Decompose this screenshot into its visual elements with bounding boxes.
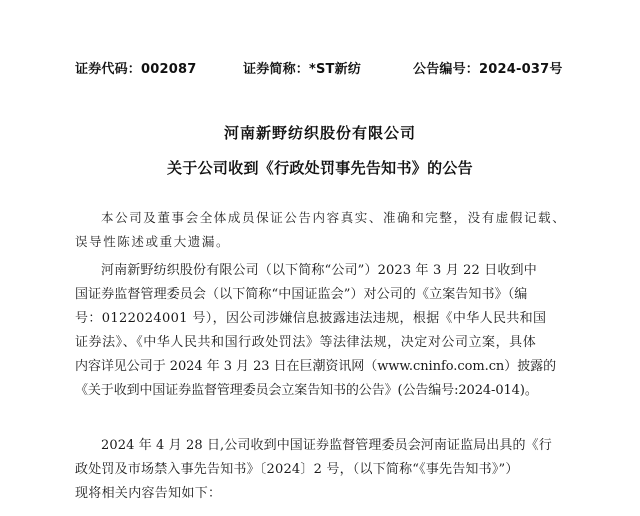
paragraph-line: 政处罚及市场禁入事先告知书》〔2024〕2 号，（以下简称“《事先告知书》”） — [75, 462, 519, 477]
notice-number: 公告编号：2024-037号 — [413, 62, 563, 77]
announcement-header — [75, 58, 575, 78]
statement-line: 误导性陈述或重大遗漏。 — [75, 234, 231, 249]
paragraph-line: 内容详见公司于 2024 年 3 月 23 日在巨潮资讯网（www.cninfo.com.cn）披露的 — [75, 359, 557, 374]
paragraph-line: 《关于收到中国证券监督管理委员会立案告知书的公告》(公告编号:2024-014)。 — [75, 383, 538, 398]
body-paragraph-1 — [75, 259, 575, 403]
body-paragraph-2 — [75, 434, 575, 506]
paragraph-line: 2024 年 4 月 28 日,公司收到中国证券监督管理委员会河南证监局出具的《行 — [101, 438, 552, 453]
paragraph-line: 国证券监督管理委员会（以下简称“中国证监会”）对公司的《立案告知书》（编 — [75, 287, 528, 302]
announcement-title: 关于公司收到《行政处罚事先告知书》的公告 — [166, 159, 473, 177]
company-title: 河南新野纺织股份有限公司 — [223, 124, 416, 142]
paragraph-line: 号：0122024001 号），因公司涉嫌信息披露违法违规，根据《中华人民共和国 — [75, 311, 547, 326]
paragraph-line: 证券法》、《中华人民共和国行政处罚法》等法律法规，决定对公司立案，具体 — [75, 335, 537, 350]
paragraph-line: 河南新野纺织股份有限公司（以下简称“公司”）2023 年 3 月 22 日收到中 — [101, 263, 537, 278]
statement-line: 本公司及董事会全体成员保证公告内容真实、准确和完整，没有虚假记载、 — [101, 210, 567, 225]
board-statement — [75, 206, 575, 254]
paragraph-line: 现将相关内容告知如下： — [75, 486, 222, 501]
security-abbreviation: 证券简称：*ST新纺 — [243, 62, 362, 77]
security-code: 证券代码：002087 — [75, 62, 197, 77]
